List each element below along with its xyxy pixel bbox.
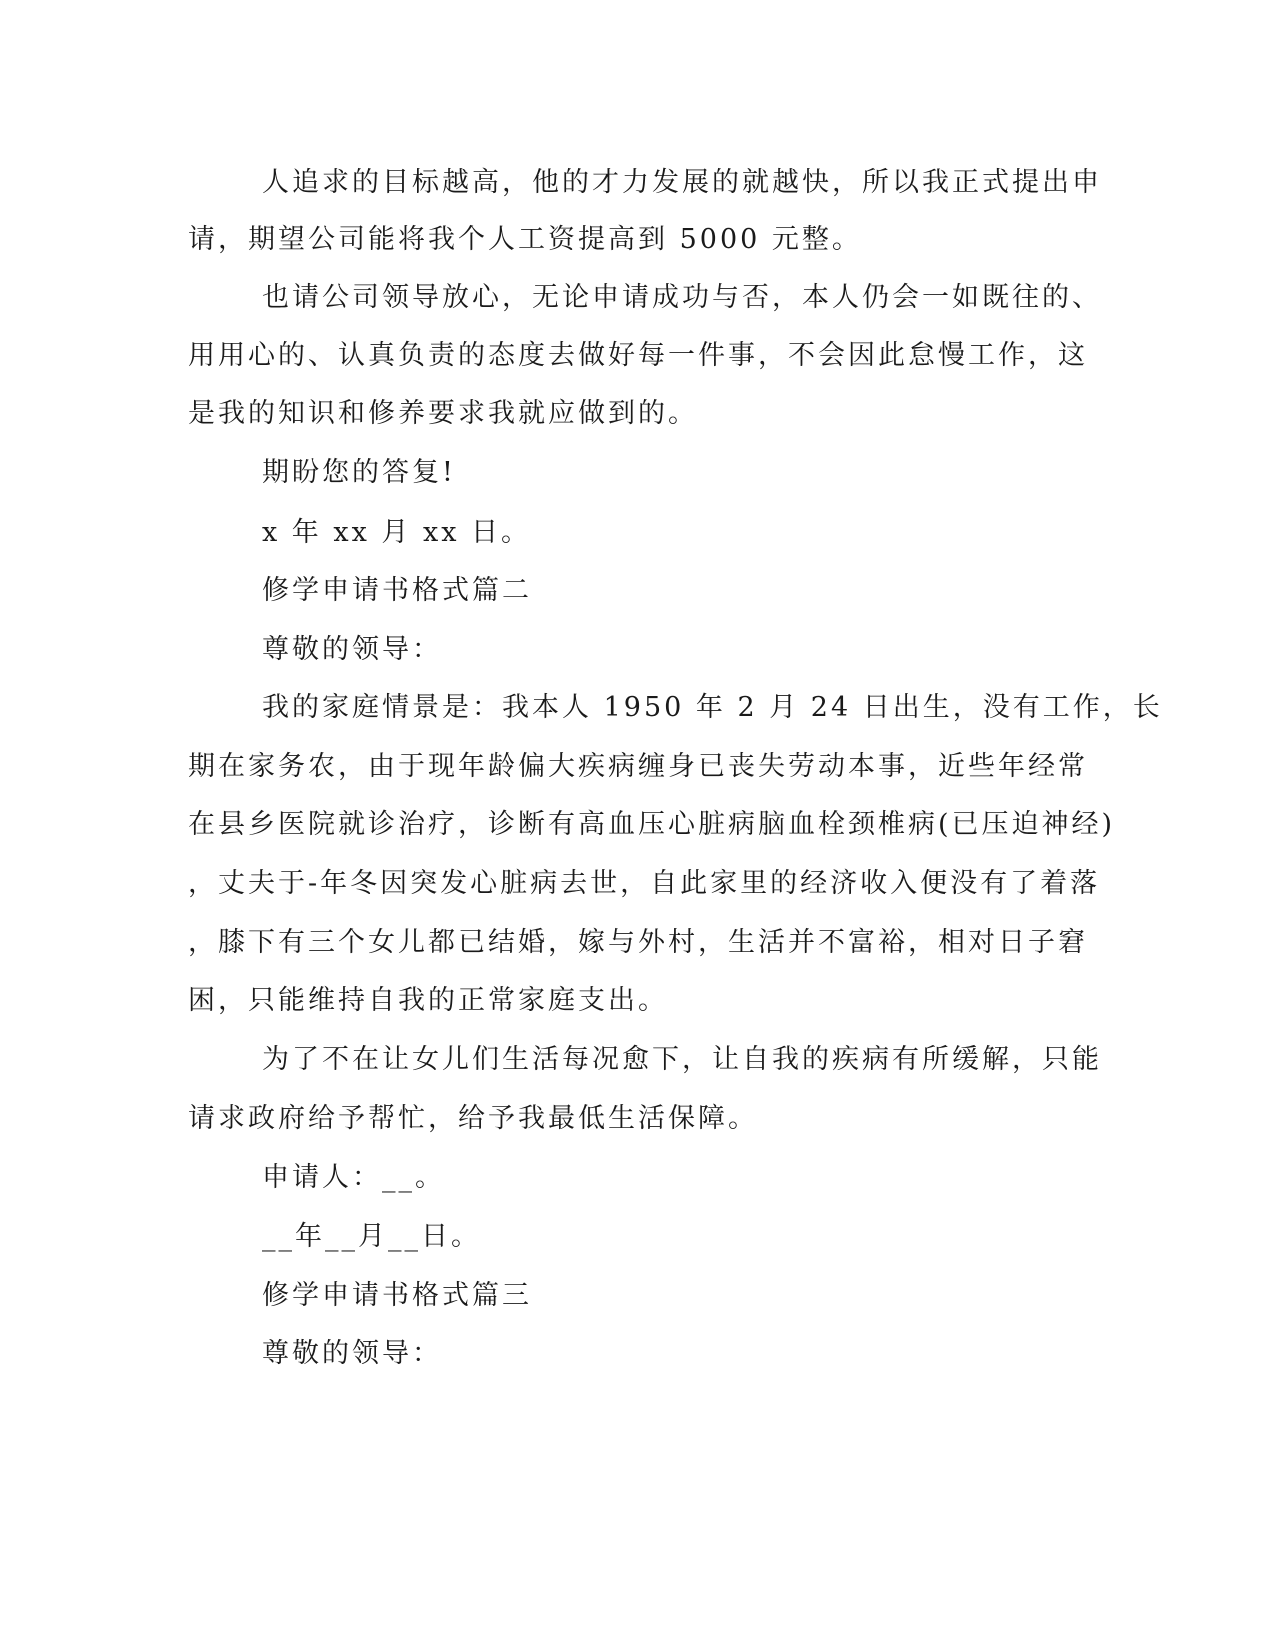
date-line: __年__月__日。 (262, 1221, 481, 1252)
paragraph-line: ，膝下有三个女儿都已结婚，嫁与外村，生活并不富裕，相对日子窘 (188, 927, 1088, 958)
closing-line: 期盼您的答复! (262, 457, 456, 488)
section-heading: 修学申请书格式篇二 (262, 575, 532, 606)
paragraph-line: 困，只能维持自我的正常家庭支出。 (188, 985, 668, 1016)
paragraph-line: 用用心的、认真负责的态度去做好每一件事，不会因此怠慢工作，这 (188, 340, 1088, 371)
paragraph-line: 人追求的目标越高，他的才力发展的就越快，所以我正式提出申 (262, 167, 1102, 198)
paragraph-line: 是我的知识和修养要求我就应做到的。 (188, 398, 698, 429)
paragraph-line: 请求政府给予帮忙，给予我最低生活保障。 (188, 1103, 758, 1134)
salutation: 尊敬的领导： (262, 1338, 442, 1369)
applicant-line: 申请人：__。 (262, 1162, 445, 1193)
paragraph-line: 在县乡医院就诊治疗，诊断有高血压心脏病脑血栓颈椎病(已压迫神经) (188, 809, 1116, 840)
section-heading: 修学申请书格式篇三 (262, 1280, 532, 1311)
paragraph-line: 请，期望公司能将我个人工资提高到 5000 元整。 (188, 224, 862, 255)
paragraph-line: 我的家庭情景是：我本人 1950 年 2 月 24 日出生，没有工作，长 (262, 692, 1163, 723)
paragraph-line: 也请公司领导放心，无论申请成功与否，本人仍会一如既往的、 (262, 282, 1102, 313)
salutation: 尊敬的领导： (262, 634, 442, 665)
paragraph-line: 为了不在让女儿们生活每况愈下，让自我的疾病有所缓解，只能 (262, 1044, 1102, 1075)
date-line: x 年 xx 月 xx 日。 (262, 517, 532, 548)
paragraph-line: ，丈夫于-年冬因突发心脏病去世，自此家里的经济收入便没有了着落 (188, 868, 1101, 899)
paragraph-line: 期在家务农，由于现年龄偏大疾病缠身已丧失劳动本事，近些年经常 (188, 751, 1088, 782)
